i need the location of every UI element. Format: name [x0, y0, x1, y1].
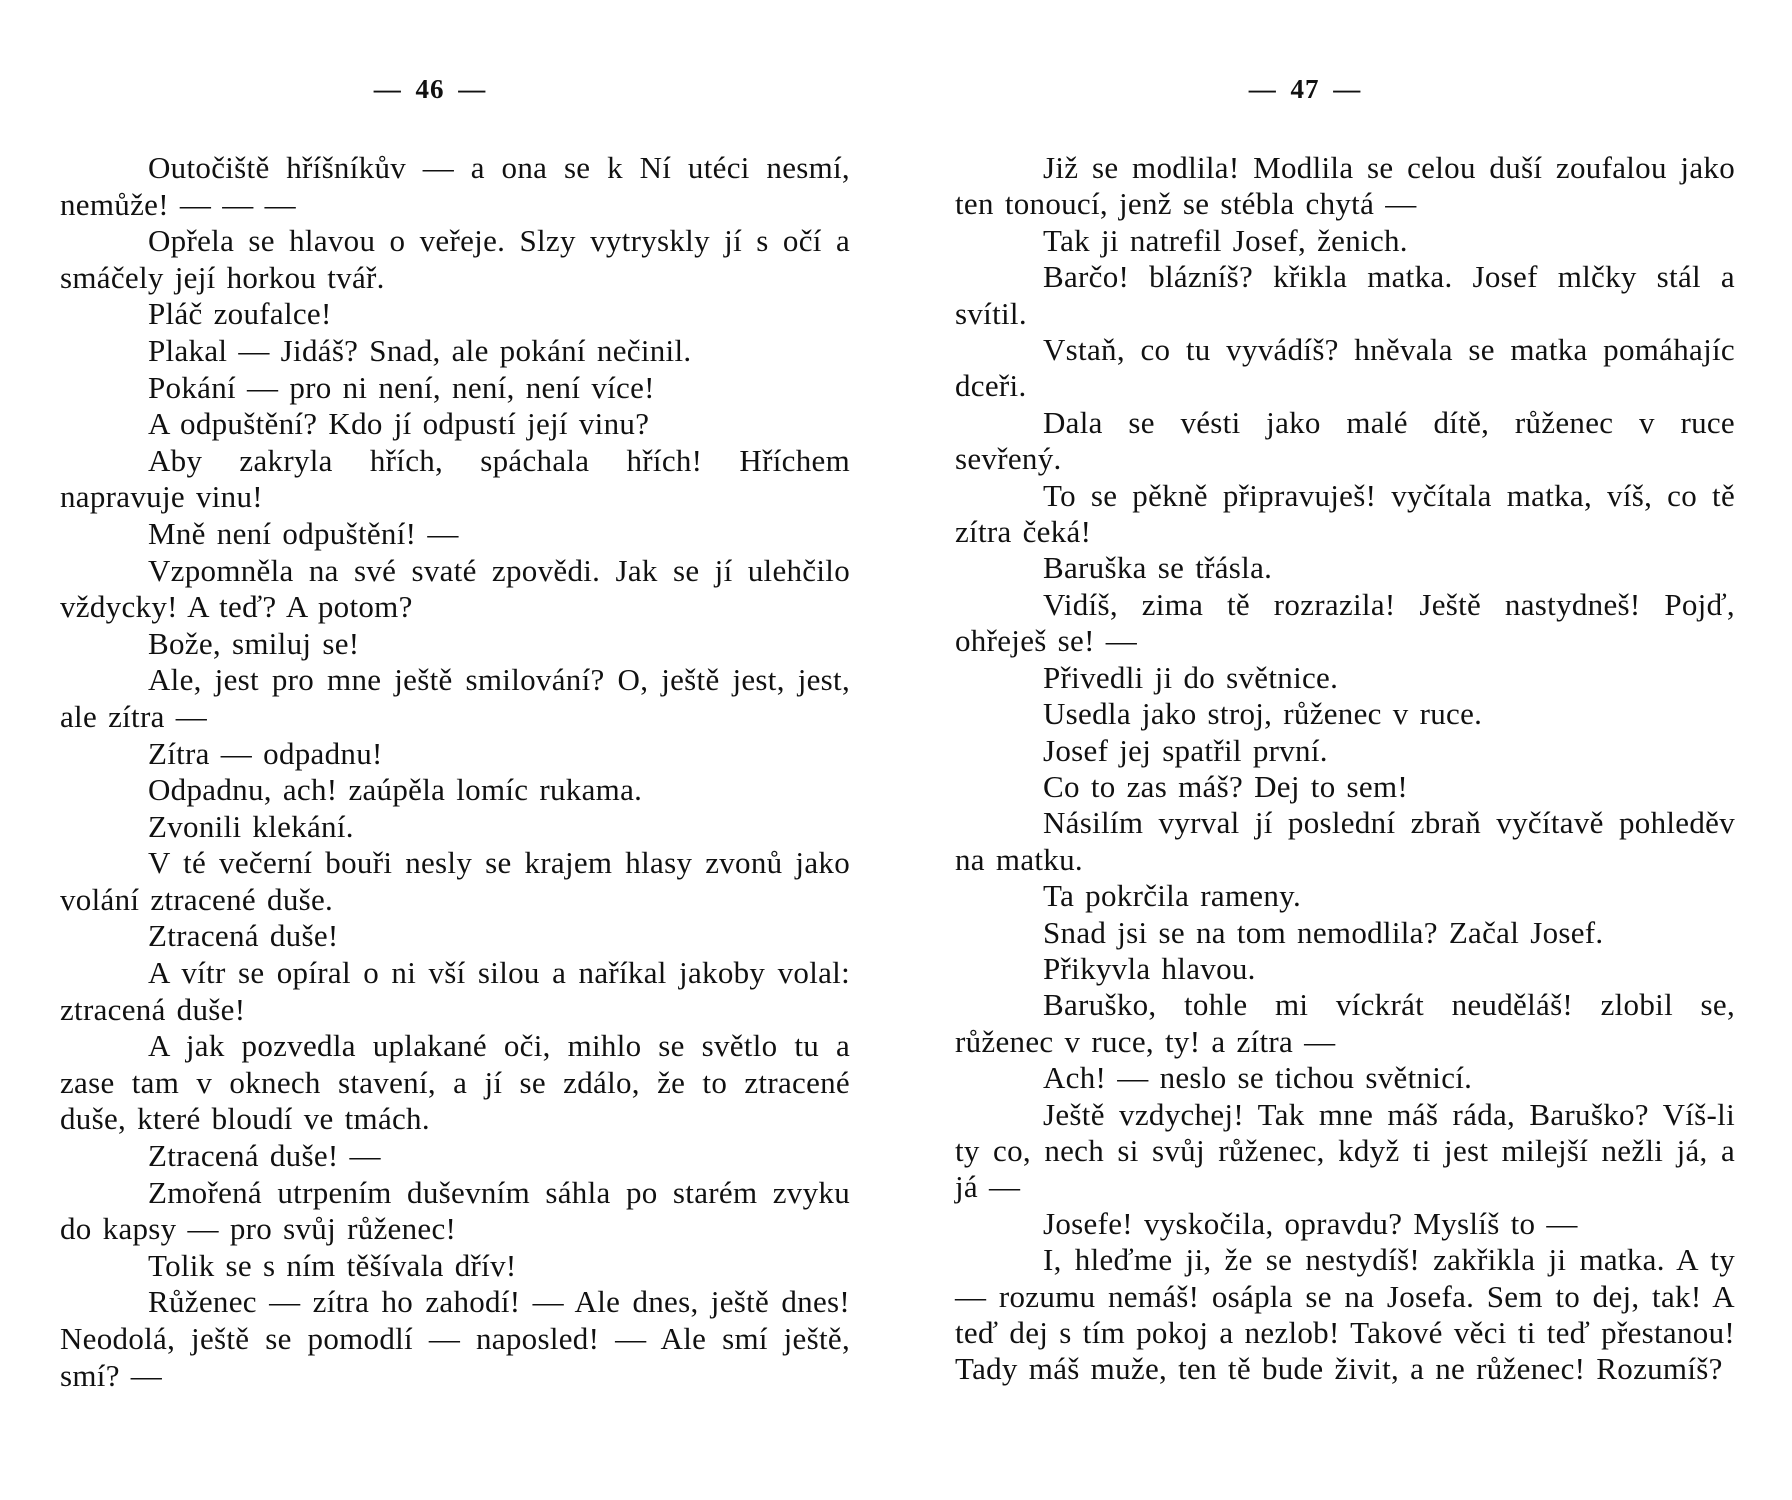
paragraph: Opřela se hlavou o veřeje. Slzy vytryskly jí s očí a smáčely její horkou tvář. — [60, 223, 850, 295]
paragraph: Pláč zoufalce! — [148, 296, 332, 332]
paragraph: Ach! — neslo se tichou světnicí. — [1043, 1060, 1473, 1096]
paragraph: Vstaň, co tu vyvádíš? hněvala se matka pomáhajíc dceři. — [955, 332, 1735, 404]
paragraph: A vítr se opíral o ni vší silou a naříkal jakoby volal: ztracená duše! — [60, 955, 850, 1027]
paragraph: Pokání — pro ni není, není, není více! — [148, 369, 655, 405]
left-page-text — [60, 150, 850, 1394]
paragraph: Ztracená duše! — [148, 918, 339, 954]
paragraph: Násilím vyrval jí poslední zbraň vyčítavě pohleděv na matku. — [955, 805, 1735, 877]
paragraph: Baruško, tohle mi víckrát neuděláš! zlobil se, růženec v ruce, ty! a zítra — — [955, 987, 1735, 1059]
paragraph: Snad jsi se na tom nemodlila? Začal Josef. — [1043, 914, 1604, 950]
paragraph: Zítra — odpadnu! — [148, 735, 383, 771]
paragraph: Co to zas máš? Dej to sem! — [1043, 768, 1408, 804]
paragraph: Ta pokrčila rameny. — [1043, 878, 1301, 914]
paragraph: Josefe! vyskočila, opravdu? Myslíš to — — [1043, 1205, 1578, 1241]
paragraph: Outočiště hříšníkův — a ona se k Ní utéci nesmí, nemůže! — — — — [60, 150, 850, 222]
paragraph: Již se modlila! Modlila se celou duší zoufalou jako ten tonoucí, jenž se stébla chytá — — [955, 150, 1735, 222]
paragraph: Bože, smiluj se! — [148, 625, 360, 661]
paragraph: Mně není odpuštění! — — [148, 515, 459, 551]
paragraph: Tak ji natrefil Josef, ženich. — [1043, 222, 1408, 258]
paragraph: Zvonili klekání. — [148, 808, 354, 844]
paragraph: I, hleďme ji, že se nestydíš! zakřikla ji matka. A ty — rozumu nemáš! osápla se na Josefa. Sem to dej, tak! A teď dej s tím pokoj a nezlob! Takové věci ti teď přestanou! Tady máš muže, ten tě bude živit, a ne růženec! Rozumíš? — [955, 1242, 1735, 1387]
page-number-right: — 47 — — [1248, 74, 1362, 104]
paragraph: Barčo! blázníš? křikla matka. Josef mlčky stál a svítil. — [955, 259, 1735, 331]
right-page — [955, 0, 1755, 1500]
paragraph: Aby zakryla hřích, spáchala hřích! Hříchem napravuje vinu! — [60, 442, 850, 515]
page-number-left: — 46 — — [373, 74, 487, 104]
paragraph: V té večerní bouři nesly se krajem hlasy zvonů jako volání ztracené duše. — [60, 845, 850, 917]
paragraph: Dala se vésti jako malé dítě, růženec v ruce sevřený. — [955, 404, 1735, 477]
paragraph: Josef jej spatřil první. — [1043, 732, 1328, 768]
paragraph: A odpuštění? Kdo jí odpustí její vinu? — [148, 406, 650, 442]
paragraph: Ztracená duše! — — [148, 1138, 381, 1174]
paragraph: To se pěkně připravuješ! vyčítala matka, víš, co tě zítra čeká! — [955, 477, 1735, 550]
paragraph: A jak pozvedla uplakané oči, mihlo se světlo tu a zase tam v oknech stavení, a jí se zdálo, že to ztracené duše, které bloudí ve tmách. — [60, 1028, 850, 1137]
paragraph: Usedla jako stroj, růženec v ruce. — [1043, 696, 1483, 732]
right-page-text — [955, 150, 1735, 1388]
paragraph: Ale, jest pro mne ještě smilování? O, ještě jest, jest, ale zítra — — [60, 662, 850, 734]
paragraph: Odpadnu, ach! zaúpěla lomíc rukama. — [148, 772, 643, 808]
paragraph: Baruška se třásla. — [1043, 550, 1273, 586]
paragraph: Ještě vzdychej! Tak mne máš ráda, Baruško? Víš-li ty co, nech si svůj růženec, když ti jest milejší nežli já, a já — — [955, 1096, 1735, 1205]
paragraph: Tolik se s ním těšívala dřív! — [148, 1247, 517, 1283]
paragraph: Vidíš, zima tě rozrazila! Ještě nastydneš! Pojď, ohřeješ se! — — [955, 586, 1735, 659]
paragraph: Přivedli ji do světnice. — [1043, 659, 1339, 695]
paragraph: Plakal — Jidáš? Snad, ale pokání nečinil. — [148, 332, 692, 368]
paragraph: Růženec — zítra ho zahodí! — Ale dnes, ještě dnes! Neodolá, ještě se pomodlí — naposled! — Ale smí ještě, smí? — — [60, 1284, 850, 1393]
paragraph: Vzpomněla na své svaté zpovědi. Jak se jí ulehčilo vždycky! A teď? A potom? — [60, 552, 850, 625]
left-page — [60, 0, 860, 1500]
paragraph: Přikyvla hlavou. — [1043, 950, 1256, 986]
paragraph: Zmořená utrpením duševním sáhla po starém zvyku do kapsy — pro svůj růženec! — [60, 1174, 850, 1247]
